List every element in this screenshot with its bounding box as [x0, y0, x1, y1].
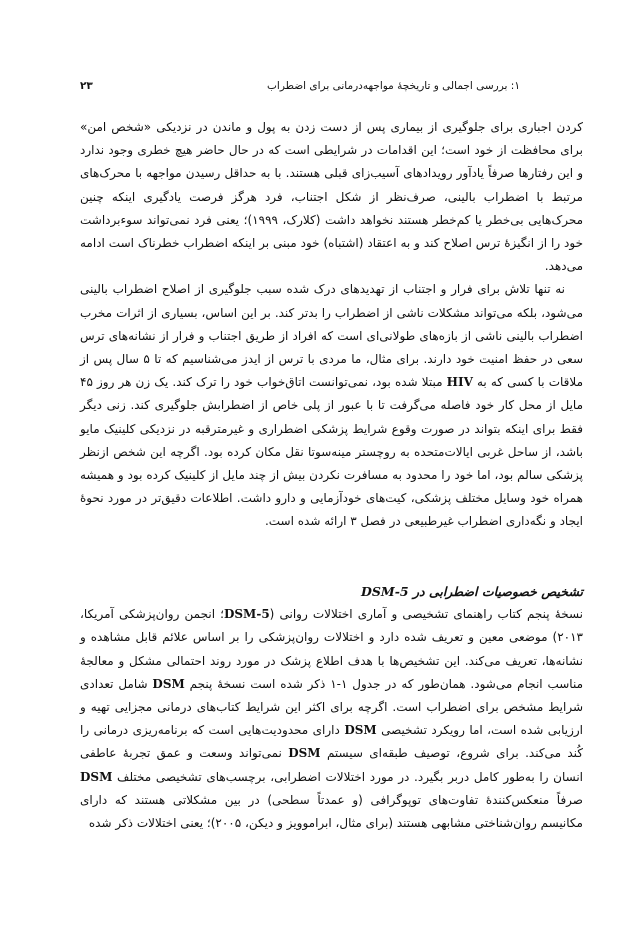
- latin-term: DSM: [344, 723, 377, 738]
- section-dsm5: [80, 580, 583, 835]
- latin-term: DSM: [288, 746, 321, 761]
- latin-term: DSM: [152, 676, 185, 691]
- chapter-title: ۱: بررسی اجمالی و تاریخچهٔ مواجهه‌درمانی برای اضطراب: [267, 80, 520, 92]
- page-number: ۲۳: [80, 80, 93, 92]
- main-text-block: [80, 116, 583, 534]
- latin-term: HIV: [446, 375, 473, 390]
- running-head: [0, 80, 643, 98]
- paragraph-continuation: کردن اجباری برای جلوگیری از بیماری پس از دست زدن به پول و ماندن در نزدیکی «شخص امن» برای محافظت از خود است؛ این اقدامات در شرایطی است که در حال حاضر هیچ خطری وجود ندارد و این رفتارها صرفاً یادآور رویدادهای آسیب‌زای قبلی هستند. با به حداقل رسیدن مواجهه با محرک‌های مرتبط با اضطراب بالینی، صرف‌نظر از شکل اجتناب، فرد هرگز فرصت یادگیری اینکه چنین محرک‌هایی بی‌خطر یا کم‌خطر هستند نخواهد داشت (کلارک، ۱۹۹۹)؛ یعنی فرد نمی‌تواند سوءبرداشت خود را از انگیزهٔ ترس اصلاح کند و به اعتقاد (اشتباه) خود مبنی بر اینکه اضطراب خطرناک است ادامه می‌دهد.: [80, 120, 584, 274]
- latin-term: DSM-5: [223, 607, 270, 622]
- section-paragraph: نسخهٔ پنجم کتاب راهنمای تشخیصی و آماری اختلالات روانی (DSM-5؛ انجمن روان‌پزشکی آمریکا، ۲۰۱۳) موضعی معین و تعریف شده دارد و اختلالات روان‌پزشکی را بر اساس علائم قابل مشاهده و نشانه‌ها، تعریف می‌کند. این تشخیص‌ها با هدف اطلاع پزشک در مورد روند احتمالی مشکل و معالجهٔ مناسب انجام می‌شود. همان‌طور که در جدول ۱-۱ ذکر شده است نسخهٔ پنجم DSM شامل تعدادی شرایط مشخص برای اضطراب است. اگرچه برای اکثر این شرایط کتاب‌های درمانی مجزایی تهیه و ارزیابی شده است، اما رویکرد تشخیصی DSM دارای محدودیت‌هایی است که برنامه‌ریزی درمانی را کُند می‌کند. برای شروع، توصیف طبقه‌ای سیستم DSM نمی‌تواند وسعت و عمق تجربهٔ عاطفی انسان را به‌طور کامل دربر بگیرد. در مورد اختلالات اضطرابی، برچسب‌های تشخیصی مختلف DSM صرفاً منعکس‌کنندهٔ تفاوت‌های توپوگرافی (و عمدتاً سطحی) در بین مشکلاتی هستند که دارای مکانیسم روان‌شناختی مشابهی هستند (برای مثال، ابراموویز و دیکن، ۲۰۰۵)؛ یعنی اختلالات ذکر شده: [80, 607, 584, 831]
- section-heading: تشخیص خصوصیات اضطرابی در DSM-5: [361, 584, 583, 599]
- latin-term: DSM: [80, 769, 113, 784]
- paragraph-avoidance: نه تنها تلاش برای فرار و اجتناب از تهدیدهای درک شده سبب جلوگیری از اصلاح اضطراب بالینی می‌شود، بلکه می‌تواند مشکلات ناشی از اضطراب را بدتر کند. بر این اساس، بسیاری از اثرات مخرب اضطراب بالینی ناشی از بازه‌های طولانی‌ای است که افراد از طریق اجتناب و فرار از نشانه‌های ترس سعی در حفظ امنیت خود دارند. برای مثال، ما مردی با ترس از ایدز می‌شناسیم که تا ۵ سال پس از ملاقات با کسی که به HIV مبتلا شده بود، نمی‌توانست اتاق‌خواب خود را ترک کند. یک زن هر روز ۴۵ مایل از محل کار خود فاصله می‌گرفت تا با عبور از پلی خاص از اضطرابش جلوگیری کند. زنی دیگر فقط برای اینکه بتواند در صورت وقوع شرایط پزشکی اضطراری و غیرمترقبه در نزدیکی کلینیک مایو باشد، از ساحل غربی ایالات‌متحده به روچستر مینه‌سوتا نقل مکان کرده بود. اگرچه این شخص ازنظر پزشکی سالم بود، اما خود را محدود به مسافرت نکردن بیش از چند مایل از کلینیک کرده بود و همیشه همراه خود وسایل مختلف پزشکی، کیت‌های خودآزمایی و دارو داشت. اطلاعات دقیق‌تر در مورد نحوهٔ ایجاد و نگه‌داری اضطراب غیرطبیعی در فصل ۳ ارائه شده است.: [80, 282, 584, 529]
- latin-term: DSM-5: [361, 584, 409, 599]
